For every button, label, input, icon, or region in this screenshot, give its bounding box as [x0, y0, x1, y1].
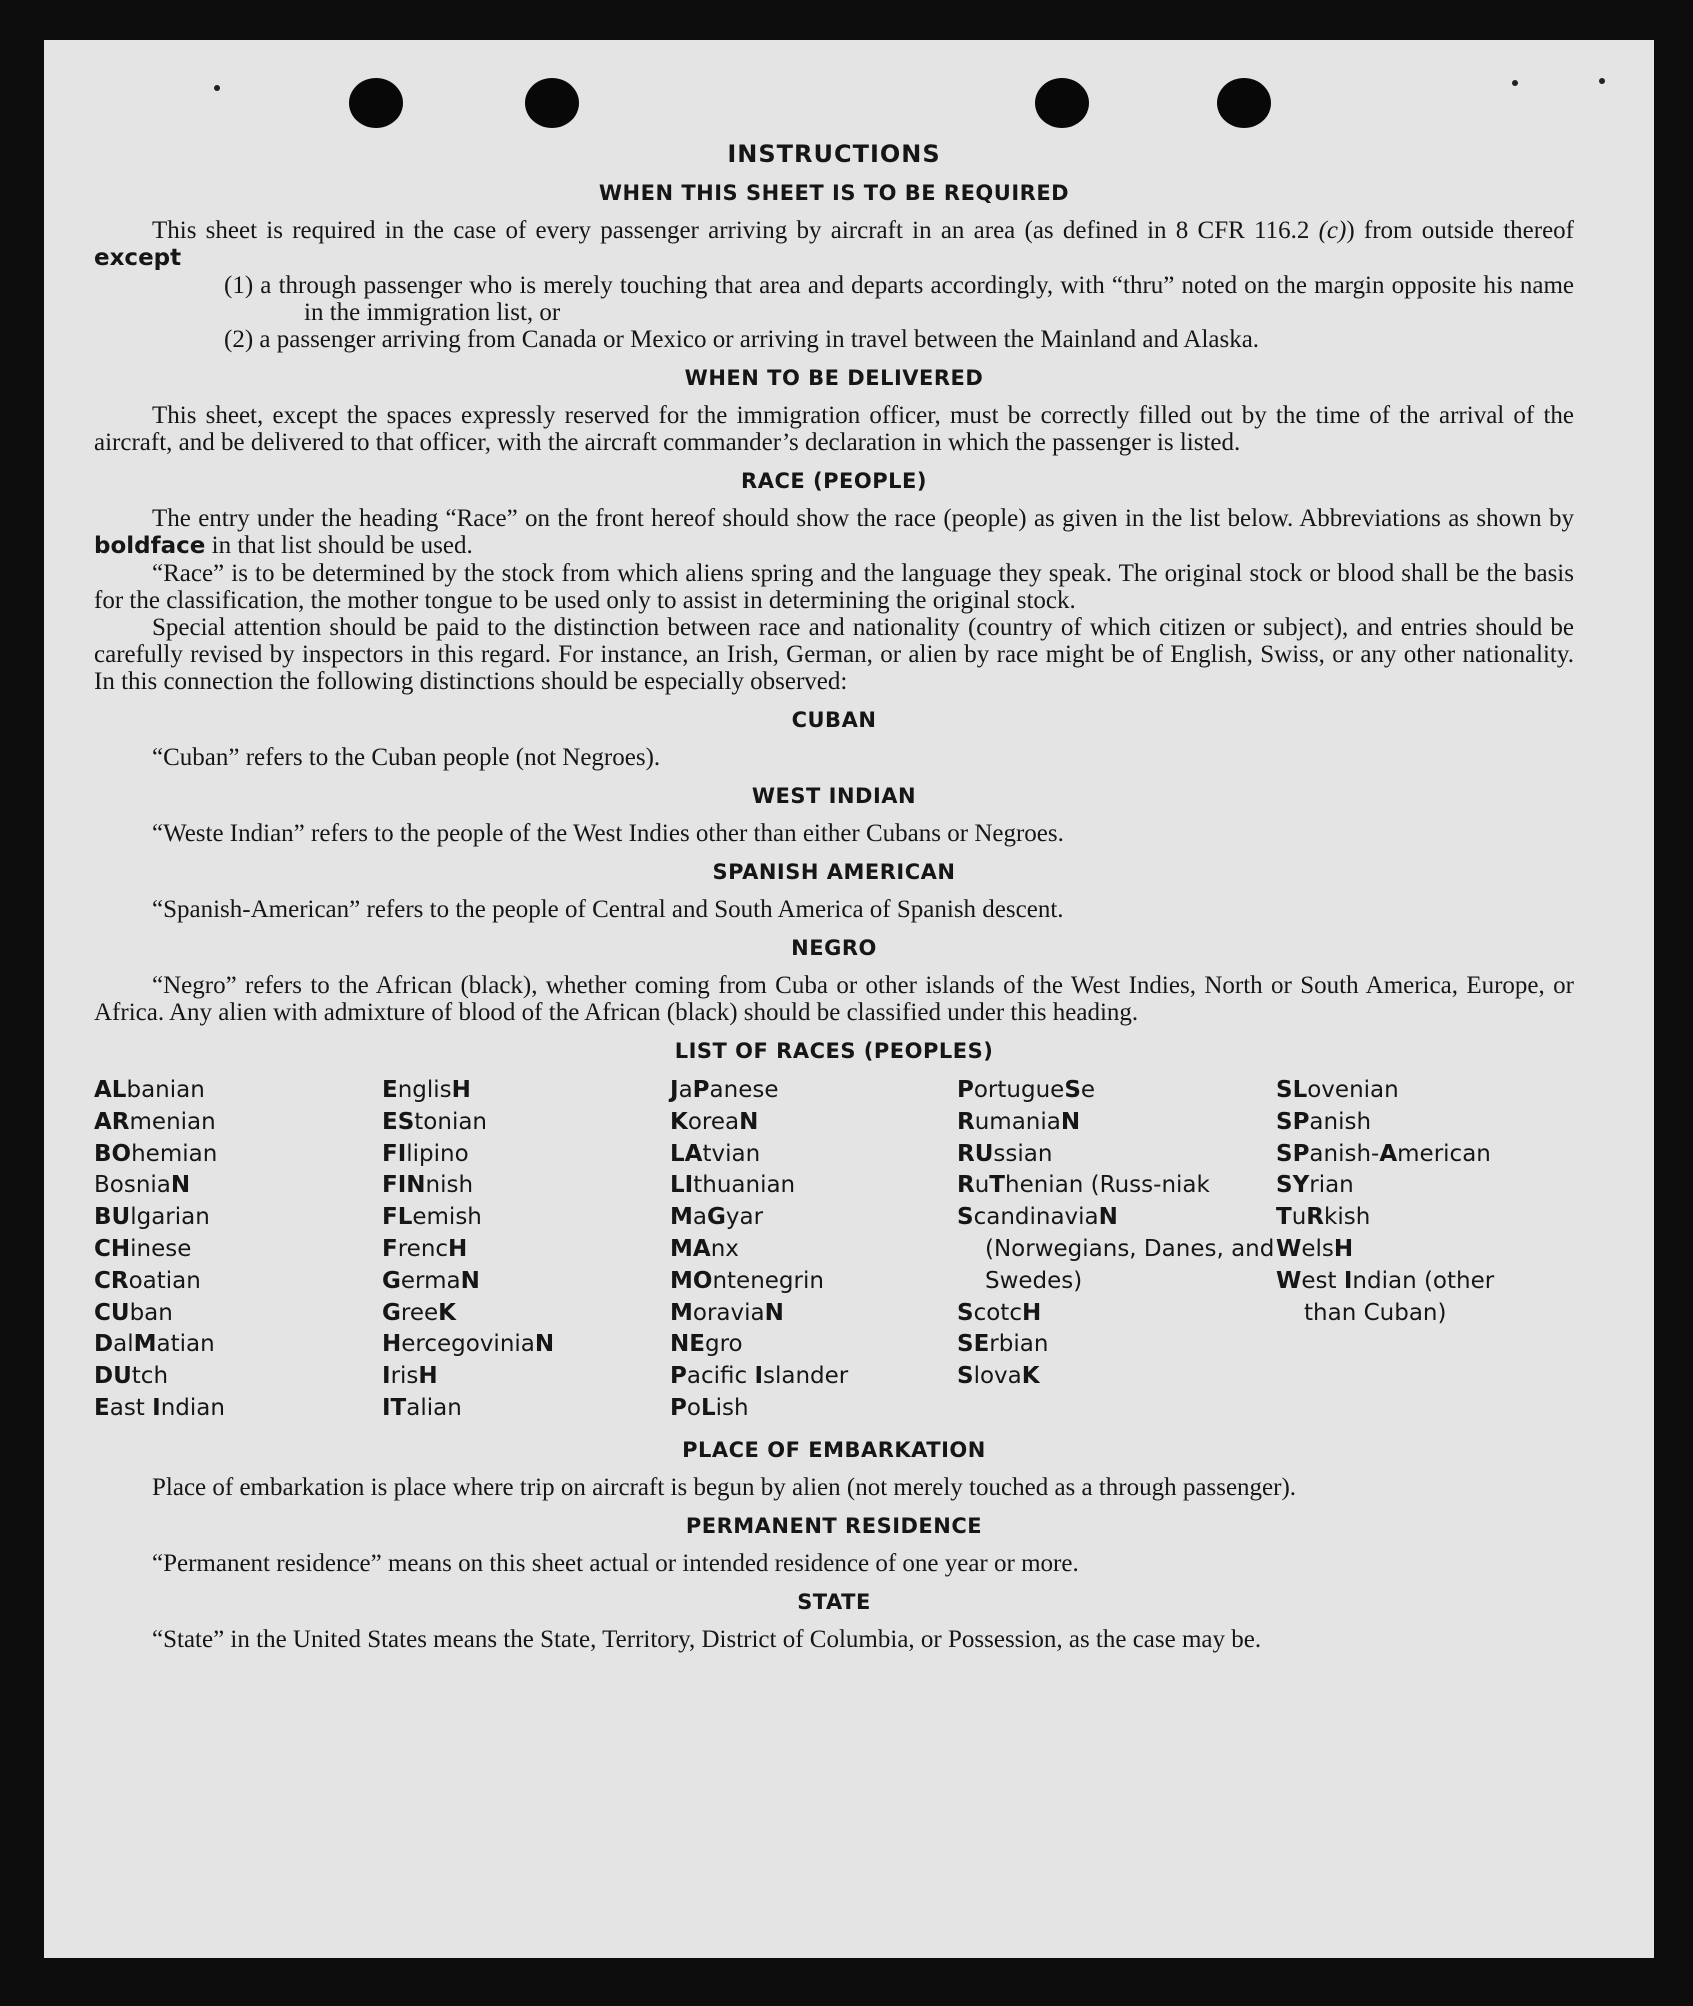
except-word: except — [94, 245, 182, 271]
race-entry: SLovenian — [1276, 1077, 1399, 1103]
paragraph-cuban: “Cuban” refers to the Cuban people (not Negroes). — [152, 744, 661, 771]
list-item-1: (1) a through passenger who is merely touching that area and departs accordingly, with “thru” noted on the margin opposite his name in the immigration list, or — [224, 272, 1574, 326]
page-title: INSTRUCTIONS — [727, 140, 941, 168]
instructions-body — [94, 140, 1574, 1653]
race-entry: TuRkish — [1276, 1204, 1371, 1231]
race-entry: LIthuanian — [670, 1172, 796, 1199]
heading-when-required: WHEN THIS SHEET IS TO BE REQUIRED — [598, 181, 1070, 205]
race-entry: KoreaN — [670, 1108, 759, 1135]
race-entry: BOhemian — [94, 1140, 218, 1167]
race-entry: DUtch — [94, 1363, 169, 1390]
race-entry: NEgro — [670, 1331, 743, 1358]
heading-west-indian: WEST INDIAN — [751, 784, 917, 808]
punch-hole — [1217, 78, 1271, 128]
race-entry: EStonian — [382, 1108, 488, 1135]
heading-spanish-american: SPANISH AMERICAN — [712, 860, 956, 884]
race-column — [1276, 1075, 1516, 1425]
paragraph-state: “State” in the United States means the State, Territory, District of Columbia, or Possession, as the case may be. — [152, 1625, 1262, 1653]
heading-negro: NEGRO — [791, 936, 877, 960]
race-entry: JaPanese — [670, 1077, 779, 1103]
race-column — [670, 1075, 957, 1425]
heading-cuban: CUBAN — [791, 708, 877, 732]
race-entry: DalMatian — [94, 1331, 215, 1358]
heading-state: STATE — [797, 1589, 871, 1614]
race-entry: MaGyar — [670, 1204, 764, 1231]
race-entry: SErbian — [957, 1331, 1049, 1358]
race-entry: FrencH — [382, 1235, 468, 1262]
heading-when-delivered: WHEN TO BE DELIVERED — [684, 366, 984, 390]
race-entry: MoraviaN — [670, 1299, 784, 1326]
race-entry: FIlipino — [382, 1140, 469, 1167]
race-entry: SPanish — [1276, 1108, 1372, 1135]
heading-race: RACE (PEOPLE) — [741, 469, 927, 493]
paragraph-when-required: This sheet is required in the case of every passenger arriving by aircraft in an area (as defined in 8 CFR 116.2 (c)) from outside thereof except — [94, 217, 1574, 271]
race-entry: Pacific Islander — [670, 1363, 849, 1390]
paragraph-spanish-american: “Spanish-American” refers to the people of Central and South America of Spanish descent. — [152, 896, 1064, 923]
boldface-word: boldface — [94, 533, 206, 559]
paragraph-race-1: The entry under the heading “Race” on the front hereof should show the race (people) as given in the list below. Abbreviations as shown by boldface in that list should be used. — [94, 505, 1574, 559]
race-column — [94, 1075, 382, 1425]
punch-hole — [525, 78, 579, 128]
document-page — [44, 40, 1654, 1958]
race-entry: BUlgarian — [94, 1204, 210, 1231]
paragraph-west-indian: “Weste Indian” refers to the people of the West Indies other than either Cubans or Negroes. — [152, 820, 1064, 847]
race-entry: PoLish — [670, 1394, 749, 1421]
race-entry: IrisH — [382, 1363, 438, 1390]
race-entry: GreeK — [382, 1299, 456, 1326]
paragraph-embarkation: Place of embarkation is place where trip on aircraft is begun by alien (not merely touched as a through passenger). — [152, 1473, 1297, 1501]
race-entry: West Indian (other than Cuban) — [1276, 1267, 1495, 1326]
race-entry: RuThenian (Russ-niak — [957, 1172, 1210, 1199]
race-entry: ARmenian — [94, 1108, 216, 1135]
paragraph-residence: “Permanent residence” means on this sheet actual or intended residence of one year or more. — [152, 1549, 1079, 1577]
race-column — [382, 1075, 670, 1425]
race-entry: East Indian — [94, 1394, 225, 1421]
speck — [1599, 78, 1605, 84]
race-entry: MAnx — [670, 1235, 739, 1262]
paragraph-race-2: “Race” is to be determined by the stock from which aliens spring and the language they speak. The original stock or blood shall be the basis for the classification, the mother tongue to be used only to assist in determining the original stock. — [94, 560, 1574, 614]
race-entry: RUssian — [957, 1140, 1053, 1167]
race-column — [957, 1075, 1276, 1425]
race-entry: ALbanian — [94, 1077, 205, 1103]
punch-hole — [1035, 78, 1089, 128]
list-item-2: (2) a passenger arriving from Canada or Mexico or arriving in travel between the Mainland and Alaska. — [224, 326, 1260, 353]
heading-residence: PERMANENT RESIDENCE — [685, 1513, 983, 1538]
race-entry: CRoatian — [94, 1267, 201, 1294]
heading-list-of-races: LIST OF RACES (PEOPLES) — [674, 1039, 994, 1063]
race-entry: FLemish — [382, 1204, 482, 1231]
paragraph-race-3: Special attention should be paid to the distinction between race and nationality (country of which citizen or subject), and entries should be carefully revised by inspectors in this regard. For instance, an Irish, German, or alien by race might be of English, Swiss, or any other nationality. In this connection the following distinctions should be especially observed: — [94, 614, 1574, 695]
race-entry: SlovaK — [957, 1363, 1040, 1390]
race-entry: GermaN — [382, 1267, 480, 1294]
race-entry: ScotcH — [957, 1299, 1042, 1326]
race-entry: BosniaN — [94, 1172, 191, 1199]
race-entry: PortugueSe — [957, 1077, 1096, 1103]
race-entry: CUban — [94, 1299, 173, 1326]
race-entry: CHinese — [94, 1235, 192, 1262]
race-entry: EnglisH — [382, 1077, 471, 1103]
races-list — [94, 1075, 1574, 1425]
speck — [1512, 80, 1518, 86]
race-entry: SPanish-American — [1276, 1140, 1491, 1167]
race-entry: ScandinaviaN (Norwegians, Danes, and Swedes) — [957, 1204, 1275, 1294]
race-entry: LAtvian — [670, 1140, 761, 1167]
race-entry: SYrian — [1276, 1172, 1354, 1199]
race-entry: WelsH — [1276, 1235, 1354, 1262]
heading-embarkation: PLACE OF EMBARKATION — [682, 1437, 986, 1462]
paragraph-negro: “Negro” refers to the African (black), whether coming from Cuba or other islands of the West Indies, North or South America, Europe, or Africa. Any alien with admixture of blood of the African (black) should be classified under this heading. — [94, 972, 1574, 1026]
speck — [214, 85, 220, 91]
race-entry: HercegoviniaN — [382, 1331, 555, 1358]
race-entry: MOntenegrin — [670, 1267, 824, 1294]
punch-hole — [349, 78, 403, 128]
race-entry: ITalian — [382, 1394, 462, 1421]
race-entry: FINnish — [382, 1172, 474, 1199]
race-entry: RumaniaN — [957, 1108, 1081, 1135]
paragraph-when-delivered: This sheet, except the spaces expressly reserved for the immigration officer, must be correctly filled out by the time of the arrival of the aircraft, and be delivered to that officer, with the aircraft commander’s declaration in which the passenger is listed. — [94, 402, 1574, 456]
